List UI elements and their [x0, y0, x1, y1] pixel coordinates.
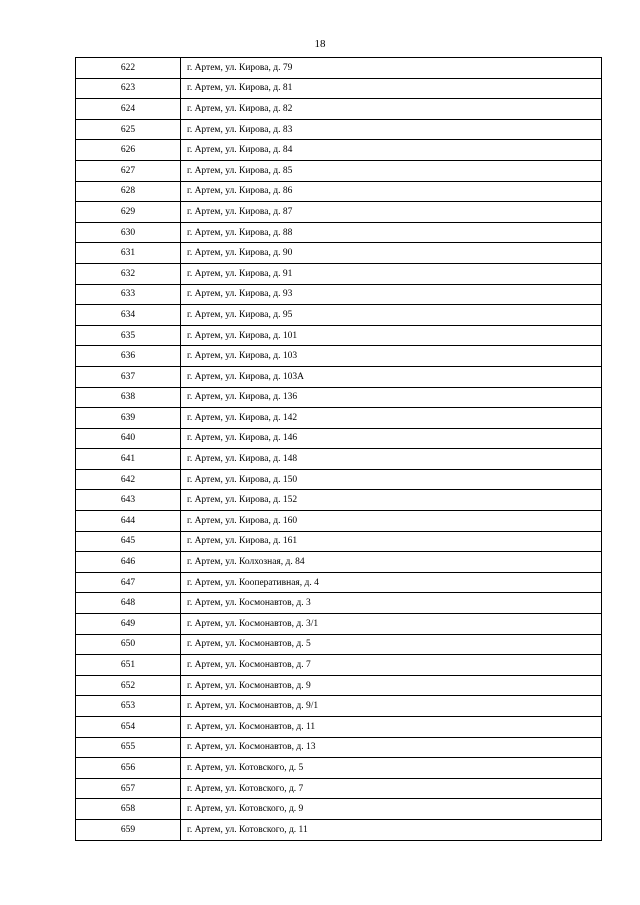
row-number-cell: 630: [76, 222, 181, 243]
table-row: [76, 58, 602, 79]
address-cell: г. Артем, ул. Котовского, д. 5: [181, 758, 602, 779]
row-number-cell: 658: [76, 799, 181, 820]
table-row: [76, 202, 602, 223]
row-number-cell: 625: [76, 119, 181, 140]
row-number-cell: 634: [76, 305, 181, 326]
table-row: [76, 696, 602, 717]
row-number-cell: 622: [76, 58, 181, 79]
table-row: [76, 78, 602, 99]
row-number-cell: 651: [76, 655, 181, 676]
table-row: [76, 717, 602, 738]
address-cell: г. Артем, ул. Кирова, д. 85: [181, 160, 602, 181]
table-row: [76, 799, 602, 820]
address-cell: г. Артем, ул. Кирова, д. 79: [181, 58, 602, 79]
table-row: [76, 737, 602, 758]
address-cell: г. Артем, ул. Космонавтов, д. 13: [181, 737, 602, 758]
table-row: [76, 655, 602, 676]
table-row: [76, 490, 602, 511]
address-cell: г. Артем, ул. Кирова, д. 103: [181, 346, 602, 367]
table-row: [76, 531, 602, 552]
table-row: [76, 511, 602, 532]
row-number-cell: 635: [76, 325, 181, 346]
row-number-cell: 628: [76, 181, 181, 202]
page-number: 18: [314, 38, 326, 50]
address-cell: г. Артем, ул. Кирова, д. 150: [181, 469, 602, 490]
address-cell: г. Артем, ул. Космонавтов, д. 9/1: [181, 696, 602, 717]
address-cell: г. Артем, ул. Кирова, д. 95: [181, 305, 602, 326]
address-table: [75, 57, 602, 841]
address-cell: г. Артем, ул. Космонавтов, д. 5: [181, 634, 602, 655]
row-number-cell: 648: [76, 593, 181, 614]
table-row: [76, 284, 602, 305]
table-row: [76, 469, 602, 490]
address-cell: г. Артем, ул. Котовского, д. 9: [181, 799, 602, 820]
row-number-cell: 642: [76, 469, 181, 490]
row-number-cell: 639: [76, 408, 181, 429]
address-cell: г. Артем, ул. Колхозная, д. 84: [181, 552, 602, 573]
row-number-cell: 652: [76, 675, 181, 696]
address-cell: г. Артем, ул. Кирова, д. 87: [181, 202, 602, 223]
row-number-cell: 624: [76, 99, 181, 120]
address-cell: г. Артем, ул. Кирова, д. 152: [181, 490, 602, 511]
address-cell: г. Артем, ул. Кирова, д. 82: [181, 99, 602, 120]
table-row: [76, 593, 602, 614]
row-number-cell: 636: [76, 346, 181, 367]
address-cell: г. Артем, ул. Кирова, д. 83: [181, 119, 602, 140]
address-cell: г. Артем, ул. Кирова, д. 86: [181, 181, 602, 202]
row-number-cell: 653: [76, 696, 181, 717]
table-row: [76, 366, 602, 387]
table-row: [76, 634, 602, 655]
row-number-cell: 646: [76, 552, 181, 573]
table-body: [76, 58, 602, 841]
address-cell: г. Артем, ул. Космонавтов, д. 7: [181, 655, 602, 676]
address-cell: г. Артем, ул. Котовского, д. 11: [181, 819, 602, 840]
address-cell: г. Артем, ул. Кирова, д. 84: [181, 140, 602, 161]
address-cell: г. Артем, ул. Космонавтов, д. 9: [181, 675, 602, 696]
row-number-cell: 632: [76, 263, 181, 284]
row-number-cell: 644: [76, 511, 181, 532]
address-cell: г. Артем, ул. Кирова, д. 161: [181, 531, 602, 552]
address-cell: г. Артем, ул. Кирова, д. 148: [181, 449, 602, 470]
table-row: [76, 263, 602, 284]
address-cell: г. Артем, ул. Космонавтов, д. 11: [181, 717, 602, 738]
table-row: [76, 325, 602, 346]
row-number-cell: 645: [76, 531, 181, 552]
table-row: [76, 778, 602, 799]
row-number-cell: 629: [76, 202, 181, 223]
address-cell: г. Артем, ул. Кирова, д. 103А: [181, 366, 602, 387]
table-row: [76, 614, 602, 635]
table-row: [76, 222, 602, 243]
table-row: [76, 572, 602, 593]
table-row: [76, 160, 602, 181]
row-number-cell: 623: [76, 78, 181, 99]
row-number-cell: 654: [76, 717, 181, 738]
row-number-cell: 638: [76, 387, 181, 408]
row-number-cell: 649: [76, 614, 181, 635]
row-number-cell: 626: [76, 140, 181, 161]
row-number-cell: 627: [76, 160, 181, 181]
row-number-cell: 656: [76, 758, 181, 779]
row-number-cell: 637: [76, 366, 181, 387]
row-number-cell: 633: [76, 284, 181, 305]
row-number-cell: 631: [76, 243, 181, 264]
address-cell: г. Артем, ул. Кирова, д. 93: [181, 284, 602, 305]
table-row: [76, 346, 602, 367]
row-number-cell: 647: [76, 572, 181, 593]
address-cell: г. Артем, ул. Кирова, д. 90: [181, 243, 602, 264]
address-cell: г. Артем, ул. Космонавтов, д. 3: [181, 593, 602, 614]
address-cell: г. Артем, ул. Кирова, д. 160: [181, 511, 602, 532]
row-number-cell: 641: [76, 449, 181, 470]
address-cell: г. Артем, ул. Кирова, д. 88: [181, 222, 602, 243]
row-number-cell: 650: [76, 634, 181, 655]
table-row: [76, 428, 602, 449]
row-number-cell: 655: [76, 737, 181, 758]
address-cell: г. Артем, ул. Кирова, д. 142: [181, 408, 602, 429]
row-number-cell: 640: [76, 428, 181, 449]
table-row: [76, 181, 602, 202]
table-row: [76, 819, 602, 840]
address-cell: г. Артем, ул. Кирова, д. 81: [181, 78, 602, 99]
table-row: [76, 99, 602, 120]
table-row: [76, 243, 602, 264]
address-cell: г. Артем, ул. Котовского, д. 7: [181, 778, 602, 799]
table-row: [76, 449, 602, 470]
row-number-cell: 659: [76, 819, 181, 840]
row-number-cell: 643: [76, 490, 181, 511]
table-row: [76, 119, 602, 140]
table-row: [76, 305, 602, 326]
address-cell: г. Артем, ул. Кооперативная, д. 4: [181, 572, 602, 593]
table-row: [76, 140, 602, 161]
address-cell: г. Артем, ул. Кирова, д. 91: [181, 263, 602, 284]
table-row: [76, 387, 602, 408]
table-row: [76, 408, 602, 429]
address-cell: г. Артем, ул. Космонавтов, д. 3/1: [181, 614, 602, 635]
address-cell: г. Артем, ул. Кирова, д. 101: [181, 325, 602, 346]
table-row: [76, 552, 602, 573]
table-row: [76, 675, 602, 696]
row-number-cell: 657: [76, 778, 181, 799]
address-cell: г. Артем, ул. Кирова, д. 146: [181, 428, 602, 449]
table-row: [76, 758, 602, 779]
address-cell: г. Артем, ул. Кирова, д. 136: [181, 387, 602, 408]
